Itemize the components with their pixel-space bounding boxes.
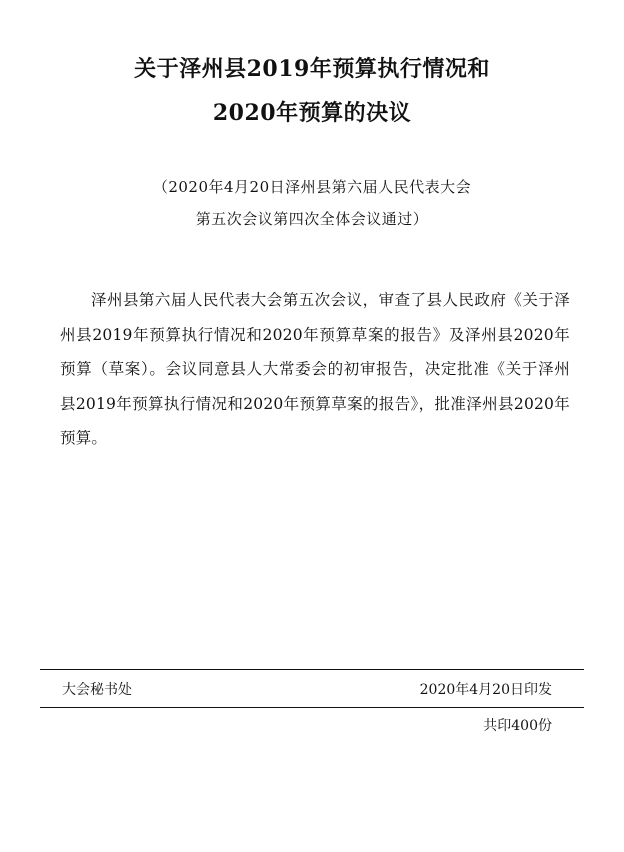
footer-top-rule — [40, 669, 584, 670]
footer-print-date: 2020年4月20日印发 — [419, 682, 552, 698]
document-title-line-2: 2020年预算的决议 — [212, 100, 412, 126]
document-title-line-1: 关于泽州县2019年预算执行情况和 — [134, 56, 490, 82]
document-subtitle-line-1: （2020年4月20日泽州县第六届人民代表大会 — [152, 178, 472, 196]
document-subtitle-line-2: 第五次会议第四次全体会议通过） — [195, 210, 429, 228]
footer-bottom-rule — [40, 707, 584, 708]
footer-copies: 共印400份 — [483, 718, 552, 734]
footer-issuer: 大会秘书处 — [62, 682, 132, 698]
document-body-paragraph: 泽州县第六届人民代表大会第五次会议，审查了县人民政府《关于泽州县2019年预算执行情况和2020年预算草案的报告》及泽州县2020年预算（草案）。会议同意县人大常委会的初审报告，决定批准《关于泽州县2019年预算执行情况和2020年预算草案的报告》，批准泽州县2020年预算。 — [60, 291, 570, 447]
